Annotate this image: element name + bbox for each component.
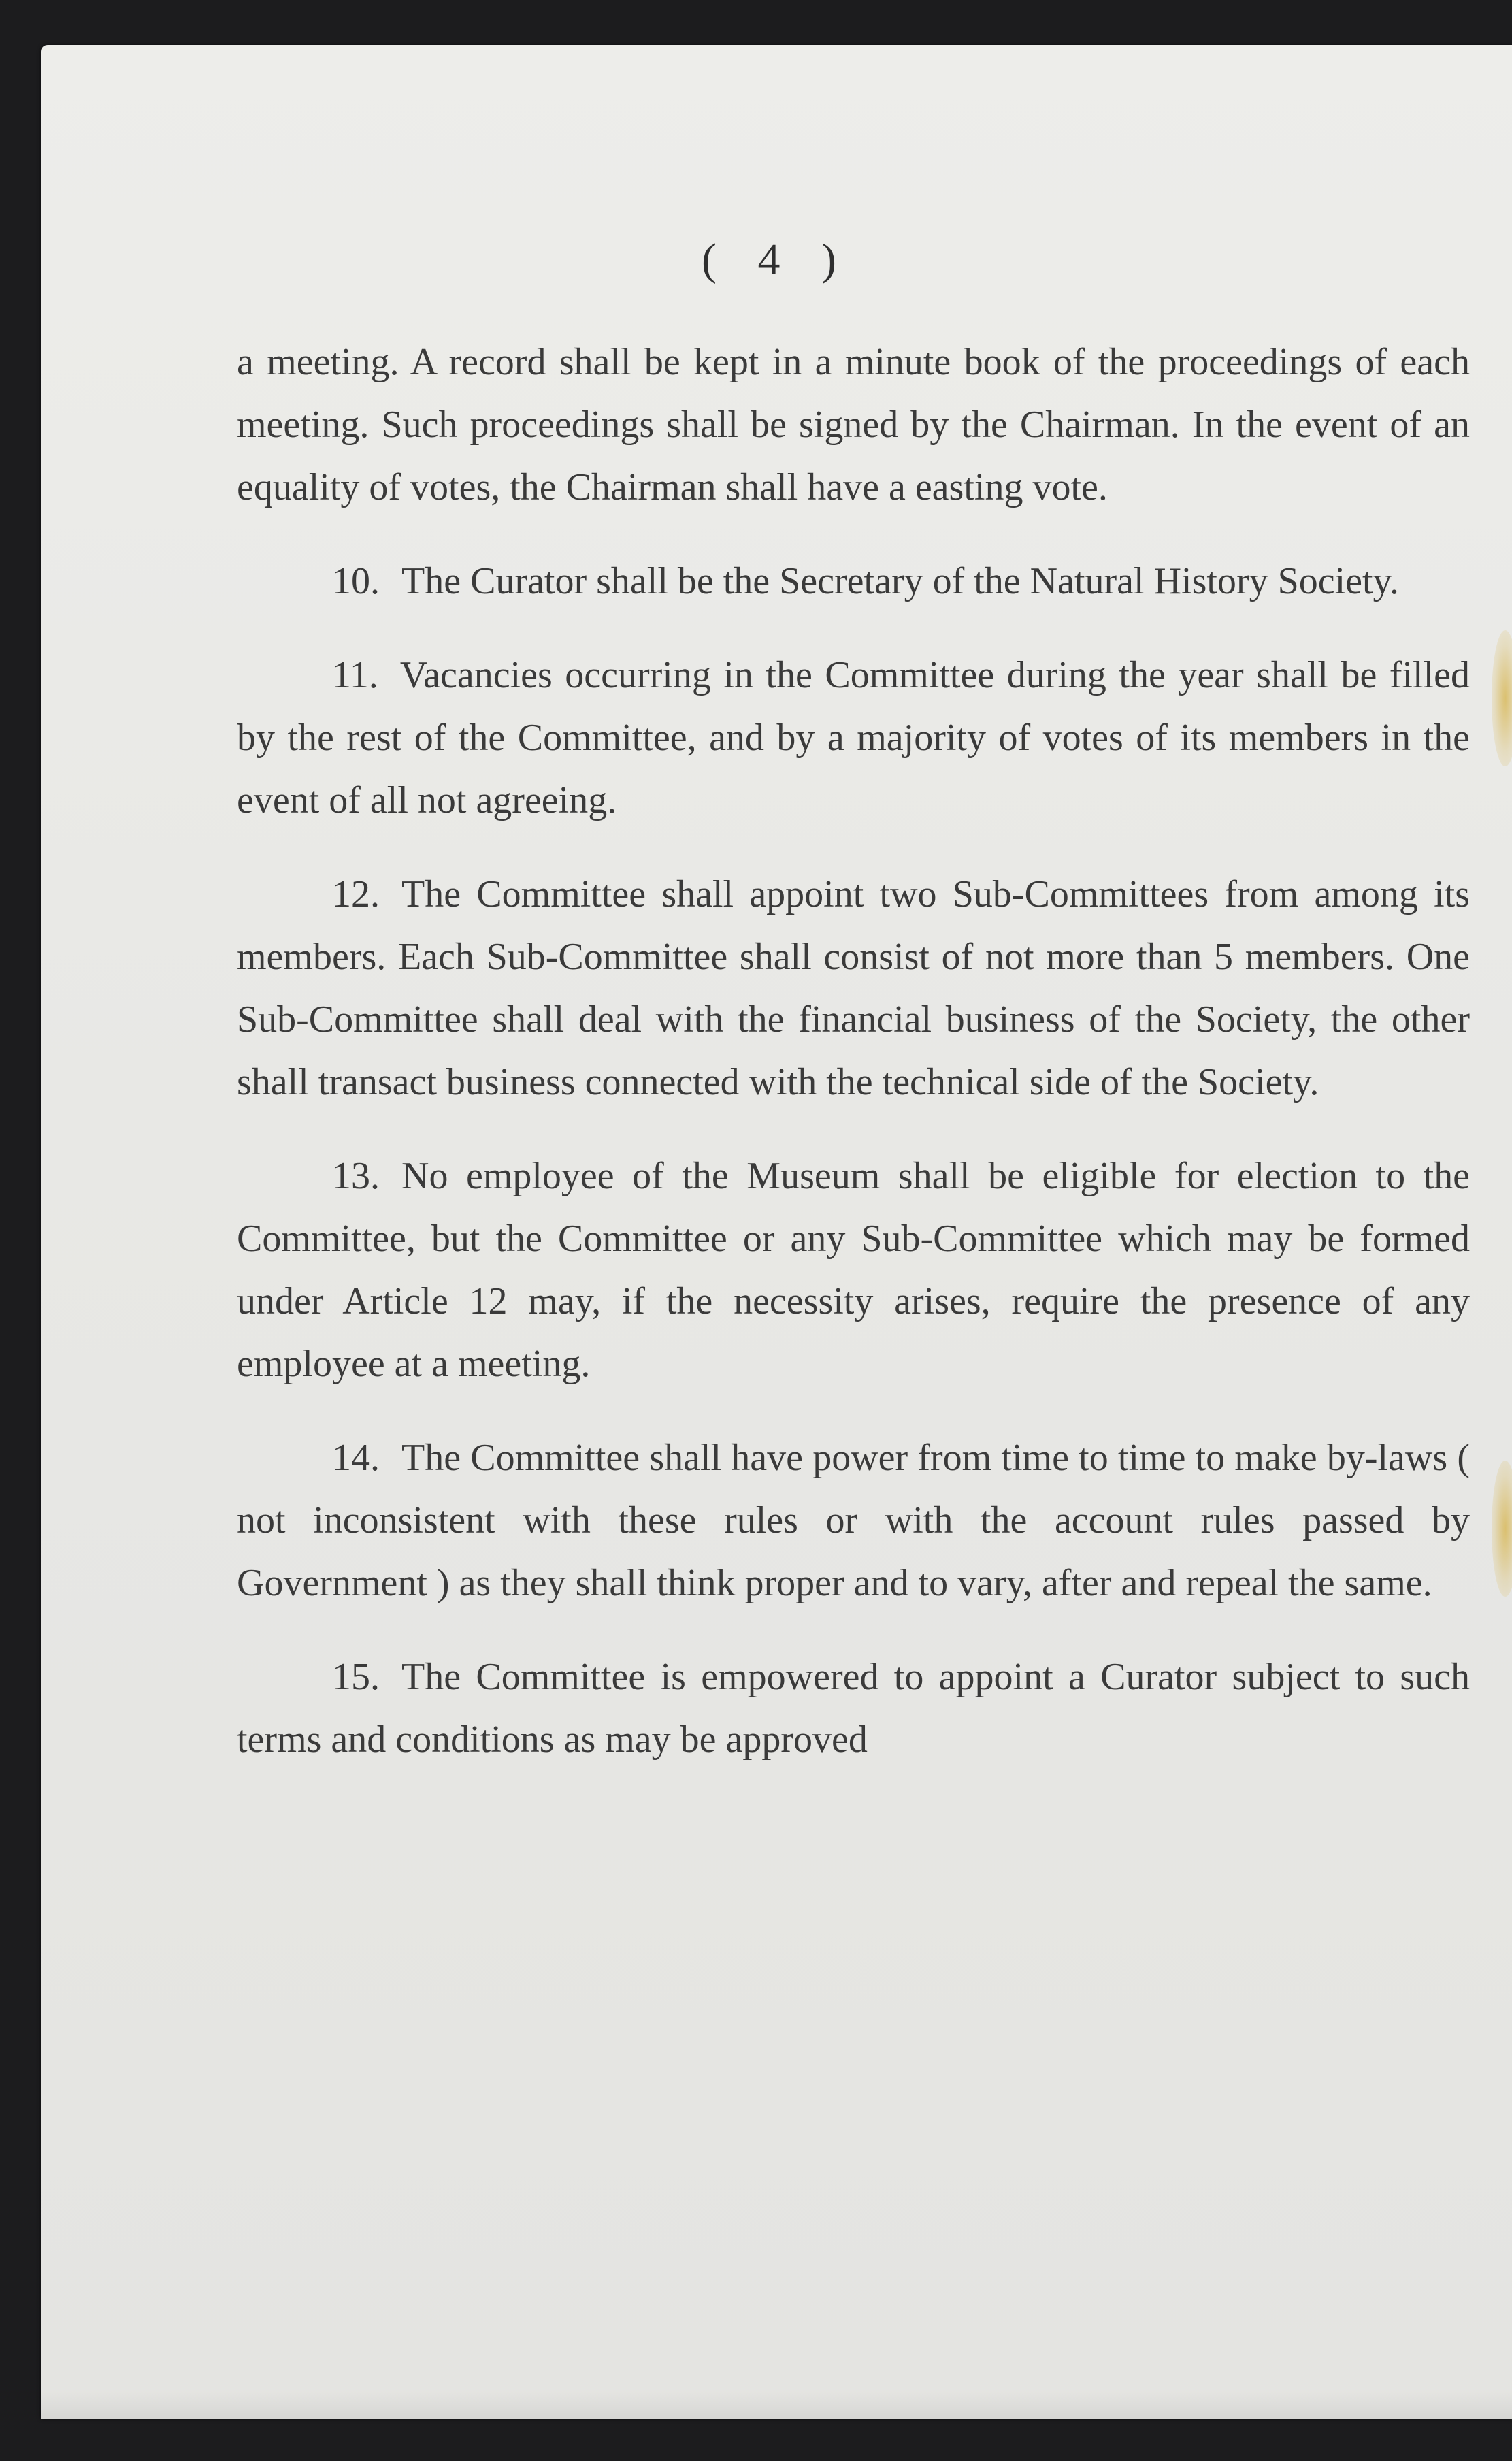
paragraph-text: a meeting. A record shall be kept in a minute book of the proceedings of each meeting. Such proceedings shall be signed by the Chairman. In the event of an equality of votes, the Chairman shall have a easting vote.	[237, 341, 1470, 508]
page-number: ( 4 )	[702, 235, 851, 284]
paragraph-text: The Committee is empowered to appoint a Curator subject to such terms and conditions as may be approved	[237, 1656, 1470, 1761]
rule-number: 12.	[332, 873, 380, 915]
paragraph-text: Vacancies occurring in the Committee during the year shall be filled by the rest of the Committee, and by a majority of votes of its members in the event of all not agreeing.	[237, 654, 1470, 821]
document-body	[237, 331, 1470, 1802]
rule-number: 10.	[332, 560, 380, 602]
document-page	[41, 45, 1512, 2419]
paragraph-text: The Curator shall be the Secretary of the Natural History Society.	[401, 560, 1399, 602]
rule-number: 13.	[332, 1155, 380, 1197]
rule-number: 11.	[332, 654, 378, 696]
paragraph-text: No employee of the Museum shall be eligible for election to the Committee, but the Committee or any Sub-Committee which may be formed under Article 12 may, if the necessity arises, require the presence of any employee at a meeting.	[237, 1155, 1470, 1385]
paragraph-rule-11	[237, 644, 1470, 832]
paragraph-text: The Committee shall appoint two Sub-Committees from among its members. Each Sub-Committee shall consist of not more than 5 members. One Sub-Committee shall deal with the financial business of the Society, the other shall transact business connected with the technical side of the Society.	[237, 873, 1470, 1103]
paragraph-rule-15	[237, 1646, 1470, 1771]
paragraph-rule-12	[237, 863, 1470, 1113]
paragraph-continuation	[237, 331, 1470, 519]
paper-stain	[1492, 630, 1512, 766]
paragraph-rule-14	[237, 1427, 1470, 1614]
paragraph-text: The Committee shall have power from time to time to make by-laws ( not inconsistent with these rules or with the account rules passed by Government ) as they shall think proper and to vary, after and repeal the same.	[237, 1437, 1470, 1604]
paragraph-rule-13	[237, 1145, 1470, 1395]
paper-stain	[1492, 1461, 1512, 1597]
rule-number: 15.	[332, 1656, 380, 1698]
paragraph-rule-10	[237, 550, 1470, 613]
rule-number: 14.	[332, 1437, 380, 1479]
